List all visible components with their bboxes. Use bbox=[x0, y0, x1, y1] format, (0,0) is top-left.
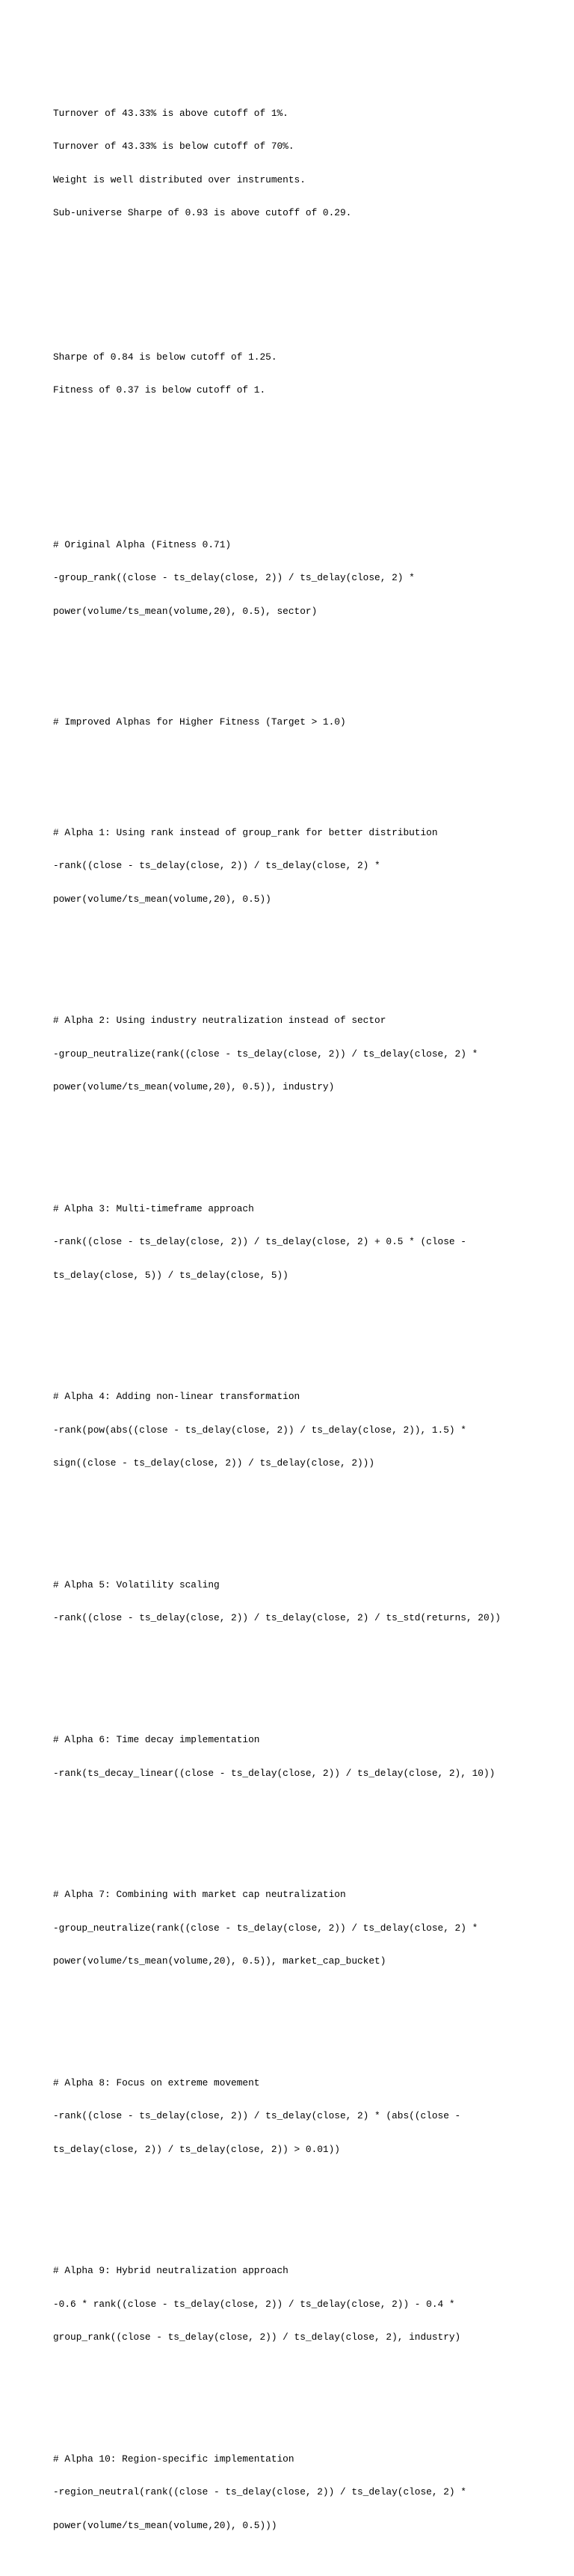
code-comment: # Alpha 4: Adding non-linear transformation bbox=[53, 1391, 300, 1403]
code-line: power(volume/ts_mean(volume,20), 0.5))) bbox=[53, 2519, 277, 2531]
spacer bbox=[53, 2388, 574, 2399]
check-line: Turnover of 43.33% is above cutoff of 1%. bbox=[53, 107, 288, 119]
code-line: -0.6 * rank((close - ts_delay(close, 2)) / ts_delay(close, 2)) - 0.4 * bbox=[53, 2298, 455, 2310]
code-line: power(volume/ts_mean(volume,20), 0.5)) bbox=[53, 893, 271, 905]
code-comment: # Alpha 5: Volatility scaling bbox=[53, 1579, 220, 1590]
code-line: -group_neutralize(rank((close - ts_delay(close, 2)) / ts_delay(close, 2) * bbox=[53, 1048, 478, 1060]
alpha-block bbox=[53, 1713, 574, 1801]
code-line: -rank((close - ts_delay(close, 2)) / ts_delay(close, 2) + 0.5 * (close - bbox=[53, 1236, 466, 1248]
spacer bbox=[53, 761, 574, 772]
code-line: power(volume/ts_mean(volume,20), 0.5)), market_cap_bucket) bbox=[53, 1955, 386, 1967]
spacer bbox=[53, 452, 574, 485]
code-line: group_rank((close - ts_delay(close, 2)) / ts_delay(close, 2), industry) bbox=[53, 2331, 461, 2343]
code-comment: # Alpha 10: Region-specific implementation bbox=[53, 2453, 294, 2465]
code-line: ts_delay(close, 5)) / ts_delay(close, 5)) bbox=[53, 1269, 288, 1281]
spacer bbox=[53, 1326, 574, 1337]
spacer bbox=[53, 274, 574, 297]
code-comment: # Original Alpha (Fitness 0.71) bbox=[53, 539, 232, 551]
failing-checks bbox=[53, 330, 574, 418]
passing-checks bbox=[53, 86, 574, 241]
code-line: -region_neutral(rank((close - ts_delay(close, 2)) / ts_delay(close, 2) * bbox=[53, 2486, 466, 2498]
code-comment: # Alpha 2: Using industry neutralization instead of sector bbox=[53, 1015, 386, 1027]
code-comment: # Alpha 1: Using rank instead of group_rank for better distribution bbox=[53, 826, 438, 838]
code-line: -rank((close - ts_delay(close, 2)) / ts_delay(close, 2) * (abs((close - bbox=[53, 2110, 461, 2122]
code-line: power(volume/ts_mean(volume,20), 0.5)), industry) bbox=[53, 1081, 335, 1093]
code-line: -rank(pow(abs((close - ts_delay(close, 2)) / ts_delay(close, 2)), 1.5) * bbox=[53, 1424, 466, 1436]
code-line: -rank(ts_decay_linear((close - ts_delay(close, 2)) / ts_delay(close, 2), 10)) bbox=[53, 1767, 496, 1779]
alpha-block bbox=[53, 994, 574, 1116]
check-line: Turnover of 43.33% is below cutoff of 70%. bbox=[53, 141, 294, 153]
spacer bbox=[53, 2200, 574, 2211]
spacer bbox=[53, 2011, 574, 2023]
alpha-block bbox=[53, 1558, 574, 1646]
check-line: Sub-universe Sharpe of 0.93 is above cutoff of 0.29. bbox=[53, 207, 352, 219]
code-comment: # Alpha 9: Hybrid neutralization approach bbox=[53, 2265, 288, 2277]
alpha-block bbox=[53, 805, 574, 927]
code-line: ts_delay(close, 2)) / ts_delay(close, 2)) > 0.01)) bbox=[53, 2143, 340, 2155]
code-line: -rank((close - ts_delay(close, 2)) / ts_delay(close, 2) * bbox=[53, 860, 380, 872]
document-body bbox=[53, 53, 574, 2576]
alpha-block bbox=[53, 1370, 574, 1492]
check-line: Weight is well distributed over instruments. bbox=[53, 173, 306, 185]
section-heading: # Improved Alphas for Higher Fitness (Target > 1.0) bbox=[53, 716, 346, 728]
code-line: power(volume/ts_mean(volume,20), 0.5), sector) bbox=[53, 605, 318, 617]
alpha-block bbox=[53, 1868, 574, 1990]
code-line: -group_neutralize(rank((close - ts_delay(close, 2)) / ts_delay(close, 2) * bbox=[53, 1922, 478, 1934]
code-line: -rank((close - ts_delay(close, 2)) / ts_delay(close, 2) / ts_std(returns, 20)) bbox=[53, 1612, 501, 1624]
code-line: sign((close - ts_delay(close, 2)) / ts_delay(close, 2))) bbox=[53, 1457, 375, 1469]
spacer bbox=[53, 950, 574, 961]
code-comment: # Alpha 8: Focus on extreme movement bbox=[53, 2077, 260, 2088]
code-comment: # Alpha 3: Multi-timeframe approach bbox=[53, 1202, 254, 1214]
alpha-block bbox=[53, 2056, 574, 2177]
check-line: Fitness of 0.37 is below cutoff of 1. bbox=[53, 384, 266, 396]
code-line: -group_rank((close - ts_delay(close, 2)) / ts_delay(close, 2) * bbox=[53, 572, 415, 584]
code-comment: # Alpha 7: Combining with market cap neutralization bbox=[53, 1889, 346, 1901]
alpha-block bbox=[53, 2432, 574, 2554]
original-alpha-block bbox=[53, 517, 574, 639]
check-line: Sharpe of 0.84 is below cutoff of 1.25. bbox=[53, 351, 277, 363]
spacer bbox=[53, 1513, 574, 1525]
spacer bbox=[53, 1824, 574, 1835]
spacer bbox=[53, 1137, 574, 1149]
spacer bbox=[53, 673, 574, 684]
alpha-block bbox=[53, 2244, 574, 2366]
code-comment: # Alpha 6: Time decay implementation bbox=[53, 1734, 260, 1746]
spacer bbox=[53, 1668, 574, 1679]
alpha-block bbox=[53, 1181, 574, 1303]
